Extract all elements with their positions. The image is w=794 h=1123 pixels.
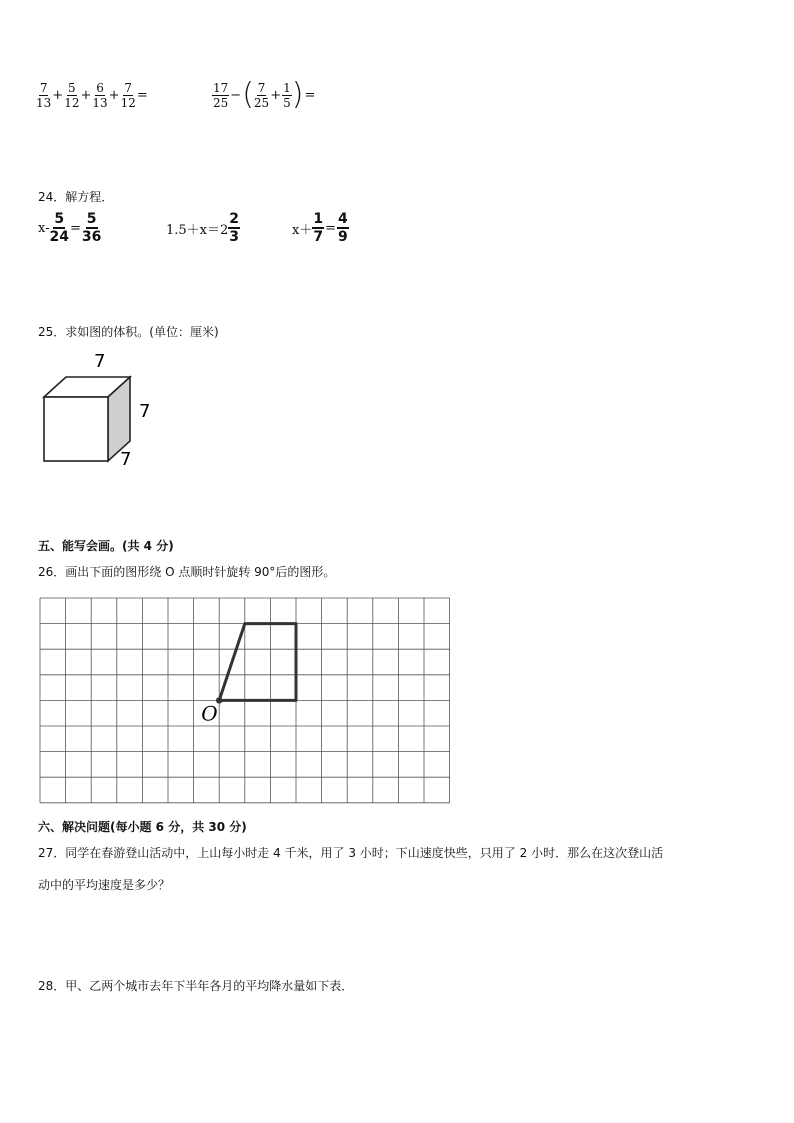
plus-sign: + <box>80 88 92 103</box>
fraction: $\frac{5}{12}$ <box>64 81 80 110</box>
equals-sign: = <box>304 87 316 103</box>
cube-front-face <box>44 397 108 461</box>
fraction: $\frac{4}{9}$ <box>338 211 348 245</box>
origin-label: O <box>201 701 218 726</box>
q24-title: 24．解方程． <box>38 190 114 204</box>
cube-top-label: 7 <box>94 351 106 372</box>
plus-sign: + <box>270 87 282 103</box>
fraction: $\frac{7}{12}$ <box>120 81 136 110</box>
calc-expression-1 <box>36 82 149 109</box>
plus-sign: + <box>52 88 64 103</box>
fraction: $\frac{5}{24}$ <box>49 211 69 245</box>
q27-line-2: 动中的平均速度是多少？ <box>38 878 171 892</box>
equation-3: x＋ $\frac{1}{7}$ = $\frac{4}{9}$ <box>292 211 348 245</box>
section-6-heading: 六、解决问题(每小题 6 分，共 30 分) <box>38 820 247 834</box>
equals-sign: = <box>136 88 148 103</box>
section-5-heading: 五、能写会画。(共 4 分) <box>38 539 174 553</box>
left-paren: ( <box>242 77 254 112</box>
cube-bottom-label: 7 <box>120 449 132 470</box>
fraction: $\frac{1}{7}$ <box>313 211 324 245</box>
right-paren: ) <box>291 77 304 112</box>
rotation-grid <box>38 596 450 806</box>
fraction: $\frac{7}{25}$ <box>253 80 270 110</box>
q28-title: 28．甲、乙两个城市去年下半年各月的平均降水量如下表． <box>38 979 354 993</box>
plus-sign: + <box>108 88 120 103</box>
fraction: $\frac{1}{5}$ <box>283 80 291 110</box>
q26-title: 26．画出下面的图形绕 O 点顺时针旋转 90°后的图形。 <box>38 565 336 579</box>
q27-line-1: 27．同学在春游登山活动中，上山每小时走 4 千米，用了 3 小时；下山速度快些，只用了 2 小时．那么在这次登山活 <box>38 846 664 860</box>
fraction: $\frac{17}{25}$ <box>213 80 229 110</box>
calc-expression-2 <box>212 77 316 112</box>
q25-title: 25．求如图的体积。(单位：厘米) <box>38 325 219 339</box>
fraction: $\frac{5}{36}$ <box>81 211 102 245</box>
cube-figure <box>36 345 176 470</box>
fraction: $\frac{6}{13}$ <box>92 81 108 110</box>
equation-2: 1.5＋x＝2 $\frac{2}{3}$ <box>166 211 240 245</box>
equation-1: x- $\frac{5}{24}$ = $\frac{5}{36}$ <box>38 211 102 245</box>
fraction: $\frac{7}{13}$ <box>36 81 52 110</box>
cube-right-label: 7 <box>139 401 151 422</box>
fraction: $\frac{2}{3}$ <box>229 211 240 245</box>
parallelogram-shape <box>219 624 296 701</box>
minus-sign: − <box>230 87 242 103</box>
